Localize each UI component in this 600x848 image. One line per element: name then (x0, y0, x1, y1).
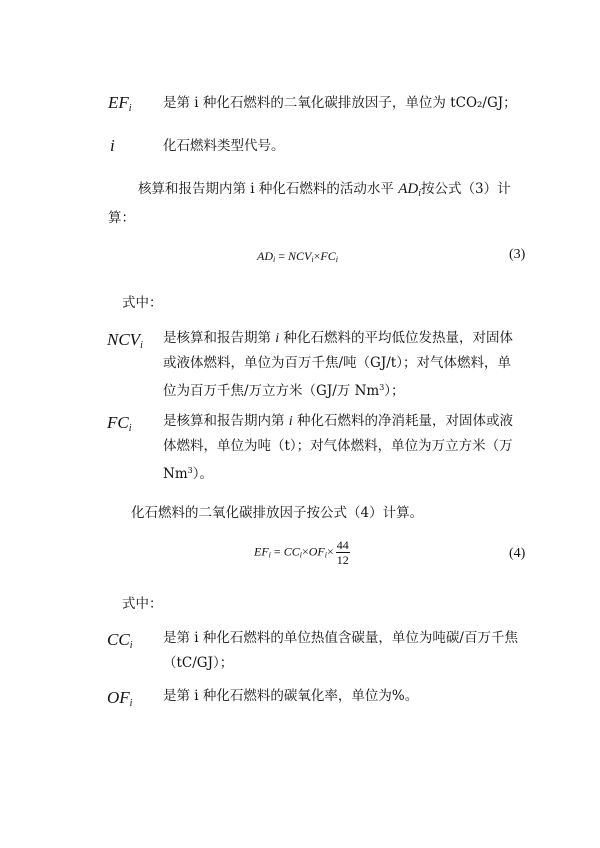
symbol-i: i (110, 136, 115, 155)
paragraph-activity-level-cont: 算： (108, 210, 135, 226)
symbol-of-i: $OF_i$ (107, 688, 133, 709)
where-label-1: 式中： (122, 295, 163, 311)
definition-ncv-line2: 或液体燃料，单位为百万千焦/吨（GJ/t）；对气体燃料，单 (163, 355, 511, 371)
symbol-ef-i: $EF_i$ (108, 93, 132, 114)
symbol-cc-i: $CC_i$ (107, 630, 133, 651)
definition-i: 化石燃料类型代号。 (163, 138, 285, 154)
symbol-fc-i: $FC_i$ (107, 413, 132, 434)
definition-fc-line2: 体燃料，单位为吨（t）；对气体燃料，单位为万立方米（万 (163, 438, 513, 454)
definition-ef-i: 是第 i 种化石燃料的二氧化碳排放因子，单位为 tCO₂/GJ； (163, 95, 517, 111)
paragraph-activity-level: 核算和报告期内第 i 种化石燃料的活动水平 $AD_i$按公式（3）计 (138, 181, 511, 199)
definition-cc-line1: 是第 i 种化石燃料的单位热值含碳量，单位为吨碳/百万千焦 (163, 630, 518, 646)
where-label-2: 式中： (122, 596, 163, 612)
equation-number-3: (3) (509, 247, 526, 262)
definition-ncv-line1: 是核算和报告期第 i 种化石燃料的平均低位发热量，对固体 (163, 330, 513, 346)
fraction-44-12: $\frac{44}{12}$ (336, 538, 349, 567)
definition-fc-line1: 是核算和报告期内第 i 种化石燃料的净消耗量，对固体或液 (163, 413, 513, 429)
definition-of: 是第 i 种化石燃料的碳氧化率，单位为%。 (163, 688, 419, 704)
symbol-ncv-i: $NCV_i$ (107, 330, 143, 351)
equation-number-4: (4) (509, 546, 526, 561)
paragraph-emission-factor: 化石燃料的二氧化碳排放因子按公式（4）计算。 (131, 505, 424, 521)
definition-fc-line3: Nm$^3$）。 (163, 466, 213, 482)
definition-cc-line2: （tC/GJ）； (163, 655, 234, 671)
definition-ncv-line3: 位为百万千焦/万立方米（GJ/万 Nm$^3$）； (163, 383, 405, 399)
equation-3: $AD_i = NCV_i\times FC_i$ (257, 249, 338, 264)
equation-4: $EF_i = CC_i\times OF_i\times$ $\frac{44}{12}$ (254, 538, 349, 567)
